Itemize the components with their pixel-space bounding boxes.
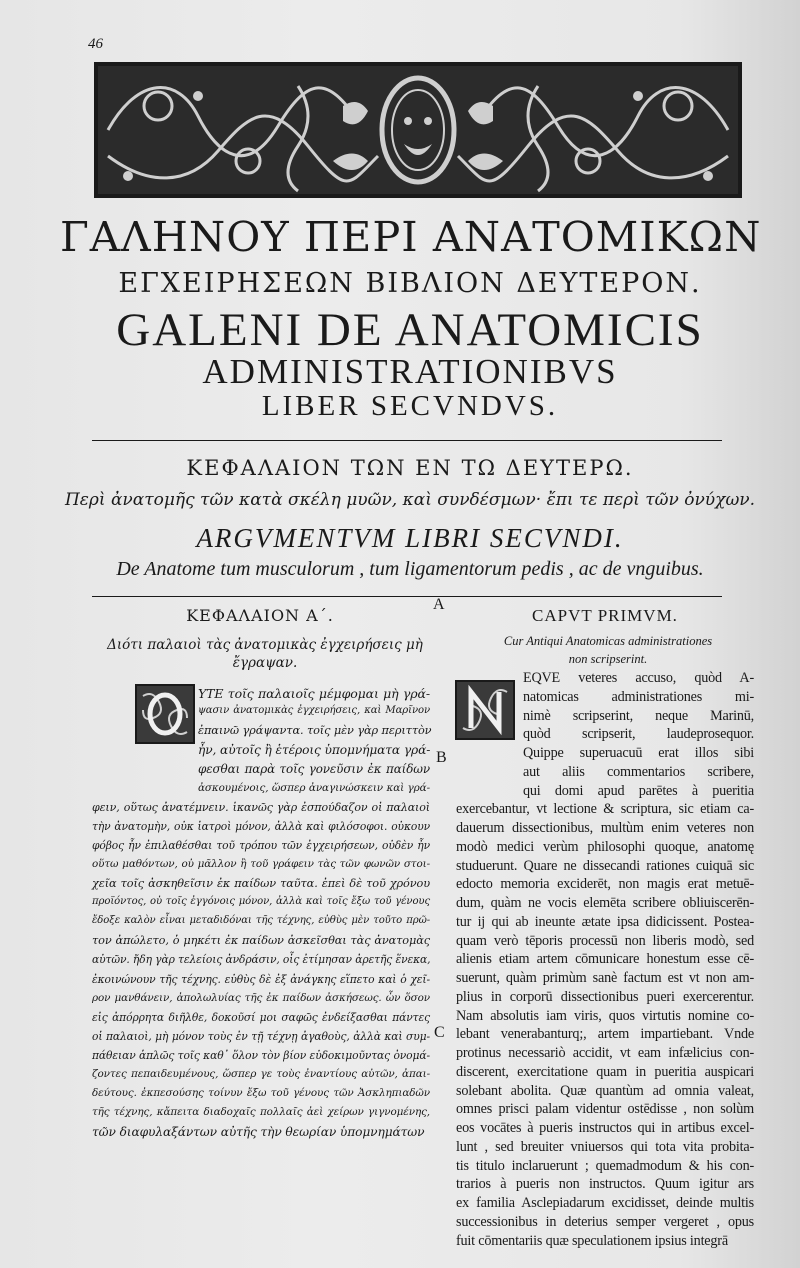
body-line: lunt , sed breuiter vniuersos qui tota vita probita-	[456, 1138, 754, 1155]
title-greek-line-1: ΓΑΛΗΝΟΥ ΠΕΡΙ ΑΝΑΤΟΜΙΚΩΝ	[60, 212, 762, 261]
body-line: τὴν ἀνατομὴν, οὐκ ἰατροὶ μόνον, ἀλλὰ καὶ φιλόσοφοι. οὐκουν	[92, 819, 430, 833]
left-column-heading: ΚΕΦΑΛΑΙΟΝ Α΄.	[186, 606, 334, 625]
body-line: suerunt, quàm primùm sanè factum est vt non am-	[456, 970, 754, 986]
ornamental-headpiece	[94, 62, 742, 198]
page-number: 46	[88, 36, 103, 52]
argumentum-heading: ARGVMENTVM LIBRI SECVNDI.	[196, 523, 624, 553]
right-subheading-line: non scripserint.	[568, 652, 648, 666]
body-line: quòd scripserit, laudeprosequor.	[523, 726, 754, 743]
body-line: ζοντες πεπαιδευμένους, ὥσπερ γε τοὺς ἐναντίους αὐτῶν, ἀπαι-	[92, 1068, 430, 1080]
body-line: fuit cōmentariis quæ speculationem ipsius integrā	[456, 1232, 728, 1249]
left-subheading-line: ἔγραψαν.	[232, 655, 298, 671]
body-line: EQVE veteres accuso, quòd A-	[523, 670, 754, 686]
body-line: eos vocātes à pueris instructos qui in artibus excel-	[456, 1120, 754, 1136]
body-line: προϊόντος, οὐ τοῖς ἐγγόνοις μόνον, ἀλλὰ καὶ τοῖς ἔξω τοῦ γένους	[92, 896, 430, 908]
body-line: πάθειαν ἁπλῶς τοῖς καθ᾽ ὅλον τὸν βίον εὐδοκιμοῦντας ὀνομά-	[92, 1048, 430, 1062]
body-line: εἰς ἀπόρρητα διῆλθε, δοκοῦσί μοι σαφῶς ἐνδείξασθαι πάντες	[92, 1010, 430, 1024]
body-line: solebant abolita. Quæ quantùm ad omnia valeat,	[456, 1082, 754, 1099]
body-line: plius in corporū dissectionibus pueri exercerentur.	[456, 988, 754, 1005]
body-line: dum, quàm ne vocis elemēta scribere obliuiscerēn-	[456, 895, 754, 911]
margin-marker-b: B	[436, 749, 447, 766]
body-line: τον ἀπώλετο, ὁ μηκέτι ἐκ παίδων ἀσκεῖσθαι τὰς ἀνατομὰς	[92, 934, 430, 948]
body-line: nimè scripserint, neque Marinū,	[523, 707, 754, 724]
title-latin-line-3: LIBER SECVNDVS.	[261, 390, 559, 422]
body-line: χεῖα τοῖς ἀσκηθεῖσιν ἐκ παίδων ταῦτα. ἐπεὶ δὲ τοῦ χρόνου	[92, 877, 430, 890]
body-line: qui domi apud parētes à pueritia	[523, 782, 754, 799]
right-column-subheading	[458, 632, 758, 668]
divider-rule-bottom	[92, 596, 722, 597]
body-line: quam verò tēporis processū non liberis modò, sed	[456, 932, 754, 949]
body-line: φεσθαι παρὰ τοῖς γονεῦσιν ἐκ παίδων	[198, 762, 430, 777]
body-line: edocto memoria exciderēt, non magis erat metuē-	[456, 876, 754, 893]
body-line: lebant venerabanturq;, artem impartiebant. Vnde	[456, 1026, 754, 1043]
body-line: ex familia Asclepiadarum excidisset, deinde multis	[456, 1195, 754, 1211]
title-greek-line-2: ΕΓΧΕΙΡΗΣΕΩΝ ΒΙΒΛΙΟΝ ΔΕΥΤΕΡΟΝ.	[118, 268, 702, 299]
contents-heading-greek: ΚΕΦΑΛΑΙΟΝ ΤΩΝ ΕΝ ΤΩ ΔΕΥΤΕΡΩ.	[186, 456, 634, 480]
body-line: discerent, exercitatione quam in pueritia auspicari	[456, 1063, 754, 1080]
body-line: omnes prisci palam videntur ostēdisse , non solùm	[456, 1101, 754, 1118]
body-line: ἐπαινῶ γράψαντα. τοῖς μὲν γὰρ περιττὸν	[198, 724, 432, 738]
body-line: φόβος ἦν ἐπιλαθέσθαι τοῦ τρόπου τῶν ἐγχειρήσεων, οὐδὲν ἦν	[92, 838, 430, 852]
body-line: successionibus in deterius semper vergeret , opus	[456, 1213, 754, 1230]
left-subheading-line: Διότι παλαιοὶ τὰς ἀνατομικὰς ἐγχειρήσεις μὴ	[107, 637, 423, 653]
title-latin-line-1: GALENI DE ANATOMICIS	[116, 304, 704, 356]
left-column-subheading	[100, 636, 430, 672]
body-line: δεύτους. ἐκπεσούσης τοίνυν ἔξω τοῦ γένους τῶν Ἀσκληπιαδῶν	[92, 1087, 430, 1100]
body-line: modò medici verùm philosophi quoque, anatomę	[456, 838, 754, 855]
body-line: τῶν διαφυλαξάντων αὐτῆς τὴν θεωρίαν ὑπομνημάτων	[92, 1125, 425, 1140]
argumentum-summary: De Anatome tum musculorum , tum ligamentorum pedis , ac de vnguibus.	[116, 558, 704, 580]
body-line: ἔδοξε καλὸν εἶναι μεταδιδόναι τῆς τέχνης, εὐθὺς μὲν τοῦτο πρῶ-	[92, 915, 430, 927]
body-line: tis titulo inclaruerunt ; quemadmodum & his con-	[456, 1157, 754, 1174]
body-line: ΥΤΕ τοῖς παλαιοῖς μέμφομαι μὴ γρά-	[198, 686, 430, 701]
body-line: ψασιν ἀνατομικὰς ἐγχειρήσεις, καὶ Μαρῖνον	[198, 705, 430, 717]
headpiece-ornament-icon	[98, 66, 738, 194]
margin-marker-a: A	[433, 596, 445, 613]
body-line: ἐκοινώνουν τῆς τέχνης. εὐθὺς δὲ ἐξ ἀνάγκης εἵπετο καὶ ὁ χεῖ-	[92, 972, 430, 986]
contents-summary-greek: Περὶ ἀνατομῆς τῶν κατὰ σκέλη μυῶν, καὶ συνδέσμων· ἔπι τε περὶ τῶν ὀνύχων.	[64, 490, 756, 510]
title-latin-line-2: ADMINISTRATIONIBVS	[202, 352, 618, 391]
dropcap-ornament-icon	[135, 684, 195, 744]
body-line: Quippe superuacuū erat illos sibi	[523, 745, 754, 761]
right-column-heading: CAPVT PRIMVM.	[532, 606, 678, 625]
body-line: alienis etiam artem cōmunicare honestum esse cē-	[456, 951, 754, 968]
body-line: trarios à pueris non instructos. Quum igitur ars	[456, 1176, 754, 1193]
body-line: ἀσκουμένοις, ὥσπερ ἀναγινώσκειν καὶ γρά-	[198, 781, 430, 794]
body-line: exercebantur, vt lectione & scriptura, sic etiam ca-	[456, 801, 754, 818]
right-subheading-line: Cur Antiqui Anatomicas administrationes	[503, 634, 713, 648]
margin-marker-c: C	[434, 1024, 445, 1041]
body-line: tur ij qui ab ineunte ætate ipsa didicissent. Postea-	[456, 913, 754, 930]
body-line: aut aliis commentarios scribere,	[523, 763, 754, 780]
body-line: dauerum dissectionibus, multùm enim veteres non	[456, 820, 754, 836]
body-line: natomicas administrationes mi-	[523, 688, 754, 705]
body-line: ρον μανθάνειν, ἀπολωλυίας τῆς ἐκ παίδων ἀσκήσεως. ὧν ὅσον	[92, 991, 430, 1004]
dropcap-ornament-icon	[455, 680, 515, 740]
body-line: οἱ παλαιοὶ, μὴ μόνον τοὺς ἐν τῇ τέχνῃ ἀγαθοὺς, ἀλλὰ καὶ συμ-	[92, 1029, 430, 1043]
divider-rule-top	[92, 440, 722, 441]
body-line: Nam absolutis iam viris, quos virtutis nomine co-	[456, 1007, 754, 1024]
body-line: ἦν, αὐτοῖς ἢ ἑτέροις ὑπομνήματα γρά-	[198, 743, 431, 758]
body-line: φειν, οὕτως ἀνατέμνειν. ἱκανῶς γὰρ ἐσπούδαζον οἱ παλαιοὶ	[92, 800, 430, 814]
body-line: protinus necessariò accidit, vt eam infælicius con-	[456, 1045, 754, 1061]
body-line: οὕτω μαθόντων, οὐ μᾶλλον ἢ τοῦ γράφειν τὰς τῶν φωνῶν στοι-	[92, 857, 430, 870]
body-line: αὐτῶν. ἤδη γὰρ τελείοις ἀνδράσιν, οἷς ἐτίμησαν ἀρετῆς ἕνεκα,	[92, 953, 431, 967]
body-line: studuerunt. Quare ne dissecandi rationes cuiquā sic	[456, 857, 754, 874]
body-line: τῆς τέχνης, κἄπειτα διαδοχαῖς πολλαῖς ἀεὶ χείρων γιγνομένης,	[92, 1106, 430, 1119]
